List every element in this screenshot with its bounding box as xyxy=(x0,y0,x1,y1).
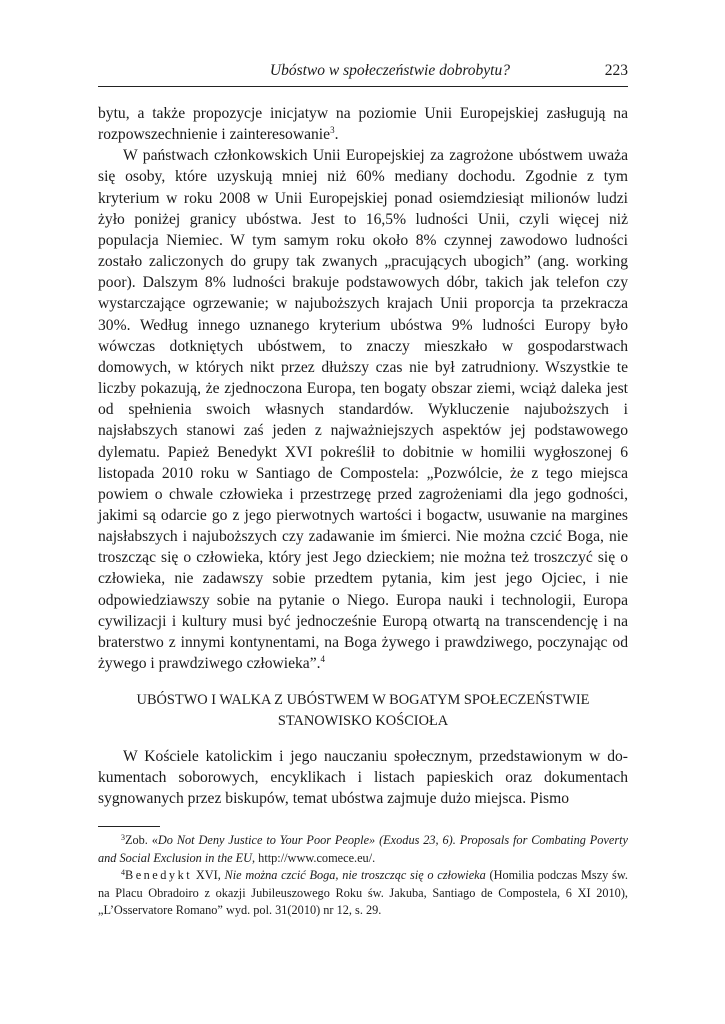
paragraph-church-teaching: W Kościele katolickim i jego nauczaniu społecznym, przedstawionym w dokumentach soborowych, encyklikach i listach papieskich oraz dokumentach sygnowanych przez biskupów, temat ubóstwa zajmuje dużo miejsca. Pismo xyxy=(98,748,628,808)
paragraph-text: bytu, a także propozycje inicjatyw na poziomie Unii Europejskiej zasługują na rozpowszechnienie i zainteresowanie xyxy=(98,105,628,144)
footnote-author: Benedykt xyxy=(125,868,193,882)
footnote-title: Nie można czcić Boga, nie troszcząc się o człowieka xyxy=(224,868,486,882)
footnote-divider xyxy=(98,826,160,827)
footnote-number: 4 xyxy=(121,868,125,877)
footnote-text: , http://www.comece.eu/. xyxy=(252,850,376,865)
footnote-ref-4[interactable]: 4 xyxy=(320,654,326,665)
footnote-text: (Homilia podczas Mszy św. na Placu Obradoiro z okazji Jubileuszowego Roku św. Jakuba, Santiago de Compostela, 6 XI 2010), „L’Osservatore Romano” wyd. pol. 31(2010) nr 12, s. 29. xyxy=(98,868,628,917)
footnote-text: XVI, xyxy=(192,868,225,882)
main-text xyxy=(98,103,628,674)
footnote-title: Do Not Deny Justice to Your Poor People» (Exodus 23, 6). Proposals for Combating Poverty and Social Exclusion in the EU xyxy=(98,833,629,865)
section-heading-line-1: UBÓSTWO I WALKA Z UBÓSTWEM W BOGATYM SPOŁECZEŃSTWIE xyxy=(136,692,590,708)
paragraph-end: . xyxy=(334,126,339,144)
paragraph-eu-poverty xyxy=(98,145,628,674)
paragraph-continued xyxy=(98,103,628,145)
footnote-number: 3 xyxy=(121,833,125,842)
page-number: 223 xyxy=(604,62,628,79)
footnote-3 xyxy=(98,832,628,867)
footnote-4 xyxy=(98,867,628,920)
section-heading xyxy=(98,690,628,732)
section-heading-line-2: STANOWISKO KOŚCIOŁA xyxy=(277,713,449,729)
running-title: Ubóstwo w społeczeństwie dobrobytu? xyxy=(269,62,510,79)
running-header xyxy=(98,60,628,87)
footnotes xyxy=(98,832,628,920)
footnote-text: Zob. « xyxy=(125,833,158,847)
paragraph-text: W państwach członkowskich Unii Europejskiej za zagrożone ubóstwem uważa się osoby, które uzyskują mniej niż 60% mediany dochodu. Zgodnie z tym kryterium w roku 2008 w Unii Europejskiej ponad osiemdziesiąt milionów ludzi żyło poniżej granicy ubóstwa. Jest to 16,5% ludności Unii, czyli więcej niż populacja Niemiec. W tym samym roku około 8% czynnej zawodowo ludności zostało zaliczonych do grupy tak zwanych „pracujących ubogich” (ang. working poor). Dalszym 8% ludności brakuje podstawowych dóbr, takich jak telefon czy wystarczające ogrzewanie; w najuboższych krajach Unii proporcja ta przekracza 30%. Według innego uznanego kryterium ubóstwa 9% ludności Europy było wówczas dotkniętych ubóstwem, to znaczy mieszkało w gospodarstwach domowych, w których nikt przez dłuższy czas nie był zatrudniony. Wszystkie te liczby pokazują, że zjednoczona Europa, ten bogaty obszar ziemi, wciąż daleka jest od spełnienia swoich własnych standardów. Wykluczenie najuboższych i najsłabszych stanowi zaś jeden z najważniejszych aspektów jej podstawowego dylematu. Papież Benedykt XVI pokreślił to dobitnie w homilii wygłoszonej 6 listopada 2010 roku w Santiago de Compostela: „Pozwólcie, że z tego miejsca powiem o chwale człowieka i przestrzegę przed zagrożeniami dla jego godności, jakimi są odarcie go z jego pierwotnych wartości i bogactw, usuwanie na margines najsłabszych i najuboższych czy zadawanie im śmierci. Nie można czcić Boga, nie troszcząc się o człowieka, który jest Jego dzieckiem; nie można też troszczyć się o człowieka, nie zadawszy sobie przedtem pytania, kim jest jego Ojciec, i nie odpowiedziawszy sobie na pytanie o Niego. Europa nauki i technologii, Europa cywilizacji i kultury musi być jednocześnie Europą otwartą na transcendencję i na braterstwo z innymi kontynentami, na Boga żywego i prawdziwego, poczynając od żywego i prawdziwego człowieka”. xyxy=(98,147,628,673)
footnote-ref-3[interactable]: 3 xyxy=(330,125,335,136)
